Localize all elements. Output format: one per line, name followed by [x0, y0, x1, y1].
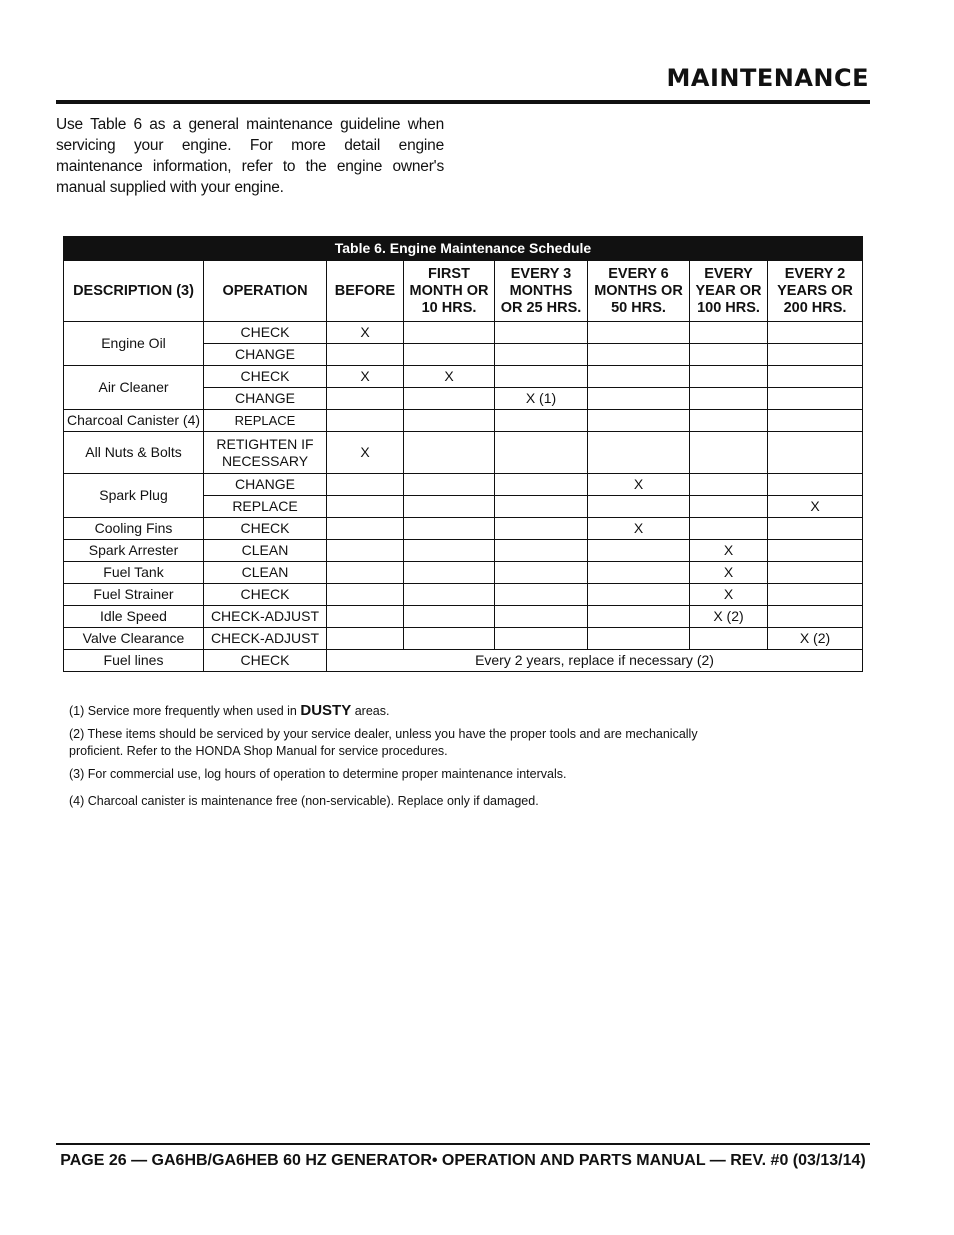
table-row [64, 628, 863, 650]
cell-description: Engine Oil [64, 322, 204, 366]
cell-operation: CLEAN [204, 562, 327, 584]
header-every-3-months: EVERY 3 MONTHS OR 25 HRS. [495, 261, 588, 322]
footnote-3: (3) For commercial use, log hours of operation to determine proper maintenance intervals. [69, 767, 567, 781]
header-every-6-months: EVERY 6 MONTHS OR 50 HRS. [588, 261, 690, 322]
cell-mark: X [327, 322, 404, 344]
cell-operation: CHECK [204, 322, 327, 344]
cell-description: All Nuts & Bolts [64, 432, 204, 474]
cell-mark: X (2) [768, 628, 863, 650]
footnote-2: (2) These items should be serviced by your service dealer, unless you have the proper tools and are mechanically proficient. Refer to the HONDA Shop Manual for service procedures. [69, 727, 698, 758]
cell-operation: CHECK-ADJUST [204, 606, 327, 628]
cell-operation: CHANGE [204, 344, 327, 366]
cell-description: Spark Plug [64, 474, 204, 518]
table-row [64, 432, 863, 474]
table-row [64, 562, 863, 584]
cell-mark: X [768, 496, 863, 518]
header-every-year: EVERY YEAR OR 100 HRS. [690, 261, 768, 322]
cell-operation: CHANGE [204, 388, 327, 410]
cell-description: Charcoal Canister (4) [64, 410, 204, 432]
header-before: BEFORE [327, 261, 404, 322]
table-row [64, 410, 863, 432]
table-header-row [64, 261, 863, 322]
footnote-1: (1) Service more frequently when used in DUSTY areas. [69, 702, 390, 719]
cell-description: Spark Arrester [64, 540, 204, 562]
intro-paragraph: Use Table 6 as a general maintenance guideline when servicing your engine. For more detail engine maintenance information, refer to the engine owner's manual supplied with your engine. [56, 116, 444, 196]
dusty-emphasis: DUSTY [300, 702, 352, 719]
cell-description: Valve Clearance [64, 628, 204, 650]
table-row [64, 606, 863, 628]
footnote-4: (4) Charcoal canister is maintenance free (non-servicable). Replace only if damaged. [69, 794, 539, 808]
table-row [64, 474, 863, 496]
header-first-month: FIRST MONTH OR 10 HRS. [404, 261, 495, 322]
cell-span-note: Every 2 years, replace if necessary (2) [327, 650, 863, 672]
cell-mark: X [588, 474, 690, 496]
header-operation: OPERATION [204, 261, 327, 322]
cell-description: Air Cleaner [64, 366, 204, 410]
table-row [64, 366, 863, 388]
cell-mark: X (2) [690, 606, 768, 628]
cell-description: Idle Speed [64, 606, 204, 628]
table-row [64, 584, 863, 606]
cell-description: Fuel Strainer [64, 584, 204, 606]
page-footer: PAGE 26 — GA6HB/GA6HEB 60 HZ GENERATOR• OPERATION AND PARTS MANUAL — REV. #0 (03/13/14) [60, 1152, 866, 1169]
cell-operation: REPLACE [204, 496, 327, 518]
cell-operation: CHECK [204, 366, 327, 388]
top-rule [56, 100, 870, 104]
cell-operation: REPLACE [204, 410, 327, 432]
table-row [64, 518, 863, 540]
cell-description: Fuel lines [64, 650, 204, 672]
table-caption: Table 6. Engine Maintenance Schedule [63, 236, 863, 260]
cell-mark: X [690, 540, 768, 562]
header-description: DESCRIPTION (3) [64, 261, 204, 322]
cell-operation: CHECK [204, 650, 327, 672]
cell-description: Fuel Tank [64, 562, 204, 584]
bottom-rule [56, 1143, 870, 1145]
cell-mark: X [690, 562, 768, 584]
maintenance-schedule-table [63, 236, 863, 672]
header-every-2-years: EVERY 2 YEARS OR 200 HRS. [768, 261, 863, 322]
table-row [64, 650, 863, 672]
cell-operation: CLEAN [204, 540, 327, 562]
cell-mark: X [327, 432, 404, 474]
cell-operation: CHECK [204, 518, 327, 540]
cell-operation: CHECK [204, 584, 327, 606]
cell-operation: CHECK-ADJUST [204, 628, 327, 650]
cell-mark: X [404, 366, 495, 388]
cell-mark: X (1) [495, 388, 588, 410]
cell-mark: X [327, 366, 404, 388]
cell-mark: X [690, 584, 768, 606]
table-row [64, 540, 863, 562]
cell-description: Cooling Fins [64, 518, 204, 540]
page-title: MAINTENANCE [666, 64, 869, 92]
cell-mark: X [588, 518, 690, 540]
cell-operation: CHANGE [204, 474, 327, 496]
footnotes [69, 702, 749, 816]
cell-operation: RETIGHTEN IF NECESSARY [204, 432, 327, 474]
table-row [64, 322, 863, 344]
